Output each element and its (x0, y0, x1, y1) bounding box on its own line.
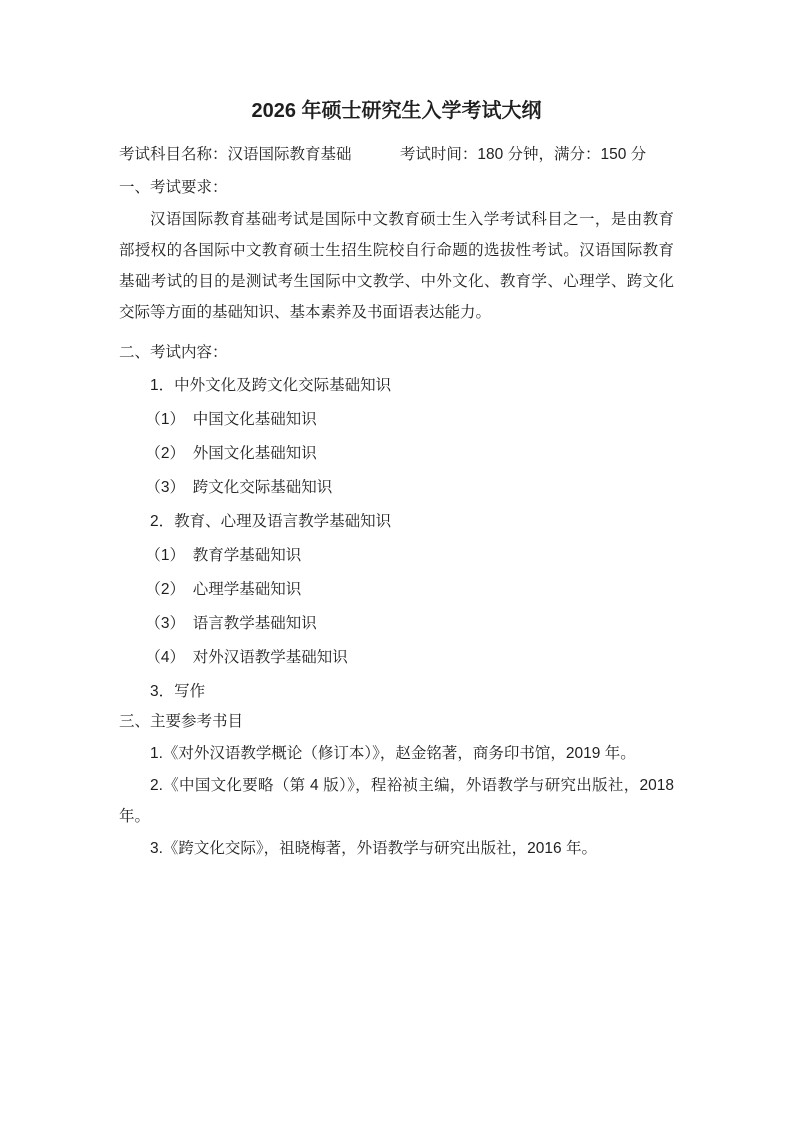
content-item-3: 3．写作 (150, 683, 206, 700)
document-title: 2026 年硕士研究生入学考试大纲 (251, 100, 542, 122)
section3-heading: 三、主要参考书目 (119, 713, 244, 730)
content-item-2: 2．教育、心理及语言教学基础知识 (150, 513, 392, 530)
section1-heading: 一、考试要求： (119, 179, 228, 196)
content-item-2-4: （4） 对外汉语教学基础知识 (145, 649, 348, 666)
content-item-1-3: （3） 跨文化交际基础知识 (145, 479, 333, 496)
reference-item-2: 2.《中国文化要略（第 4 版）》，程裕祯主编，外语教学与研究出版社，2018 年。 (119, 776, 674, 825)
section2-heading: 二、考试内容： (119, 344, 228, 361)
content-item-1: 1．中外文化及跨文化交际基础知识 (150, 377, 392, 394)
content-item-2-2: （2） 心理学基础知识 (145, 581, 302, 598)
section1-paragraph: 汉语国际教育基础考试是国际中文教育硕士生入学考试科目之一，是由教育部授权的各国际中文教育硕士生招生院校自行命题的选拔性考试。汉语国际教育基础考试的目的是测试考生国际中文教学、中外文化、教育学、心理学、跨文化交际等方面的基础知识、基本素养及书面语表达能力。 (119, 211, 674, 321)
content-item-1-1: （1） 中国文化基础知识 (145, 411, 317, 428)
content-item-1-2: （2） 外国文化基础知识 (145, 445, 317, 462)
exam-subject-name: 考试科目名称：汉语国际教育基础 (119, 146, 352, 163)
reference-item-1: 1.《对外汉语教学概论（修订本）》，赵金铭著，商务印书馆，2019 年。 (150, 745, 636, 762)
content-item-2-3: （3） 语言教学基础知识 (145, 615, 317, 632)
reference-item-3: 3.《跨文化交际》，祖晓梅著，外语教学与研究出版社，2016 年。 (150, 839, 597, 857)
exam-meta-row (119, 138, 674, 171)
exam-time-and-score: 考试时间：180 分钟，满分：150 分 (399, 146, 647, 163)
content-item-2-1: （1） 教育学基础知识 (145, 547, 302, 564)
